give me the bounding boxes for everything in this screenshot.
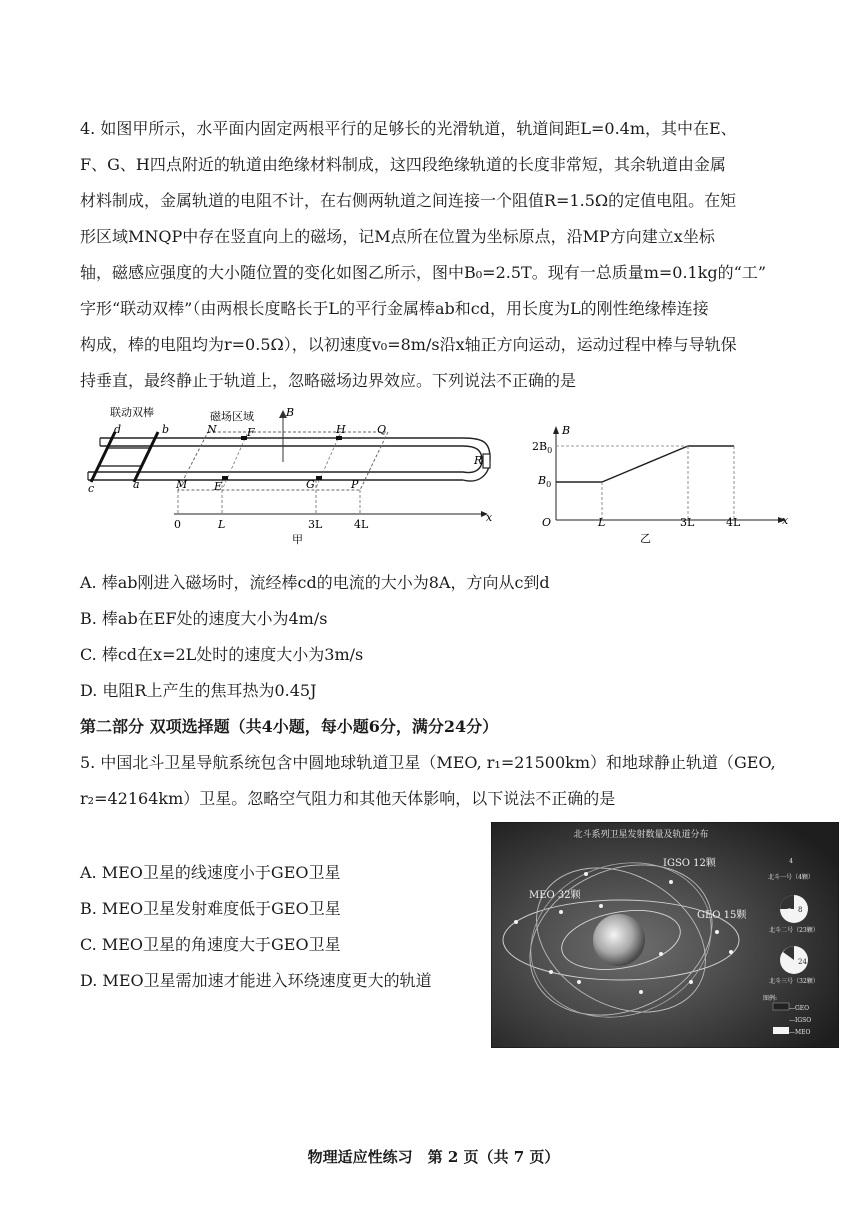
label-b: b [162, 423, 170, 436]
label-R: R [474, 454, 483, 467]
legend-meo: —MEO [789, 1029, 811, 1036]
caption-yi: 乙 [640, 532, 651, 545]
q5-option-b[interactable]: B. MEO卫星发射难度低于GEO卫星 [80, 899, 341, 918]
label-F: F [247, 426, 255, 439]
page-footer: 物理适应性练习 第 2 页（共 7 页） [307, 1148, 560, 1166]
q5-stem-line: 5. 中国北斗卫星导航系统包含中圆地球轨道卫星（MEO, r₁=21500km）和地球静止轨道（GEO, [80, 753, 776, 772]
earth-icon [593, 914, 645, 966]
label-bd1: 北斗一号（4颗） [768, 874, 814, 881]
label-geo: GEO 15颗 [697, 910, 747, 921]
tick-3L: 3L [308, 518, 323, 531]
legend-geo: —GEO [789, 1005, 810, 1012]
axis-label-B: B [562, 424, 571, 437]
caption-jia: 甲 [292, 533, 303, 546]
origin-O: O [542, 516, 552, 529]
label-meo: MEO 32颗 [529, 890, 581, 901]
label-E: E [214, 480, 223, 493]
q4-option-a[interactable]: A. 棒ab刚进入磁场时，流经棒cd的电流的大小为8A，方向从c到d [80, 573, 550, 592]
q4-stem-line: 轴，磁感应强度的大小随位置的变化如图乙所示，图中B₀=2.5T。现有一总质量m=0.1kg的“工” [80, 263, 767, 282]
legend-title: 图例: [763, 995, 778, 1002]
label-N: N [207, 423, 217, 436]
tick-0: 0 [174, 518, 181, 531]
label-bd3: 北斗三号（32颗） [769, 978, 819, 985]
pie-bd1-value: 4 [789, 858, 793, 865]
q5-option-d[interactable]: D. MEO卫星需加速才能进入环绕速度更大的轨道 [80, 971, 432, 990]
q4-stem-line: F、G、H四点附近的轨道由绝缘材料制成，这四段绝缘轨道的长度非常短，其余轨道由金属 [80, 155, 726, 174]
section-title: 第二部分 双项选择题（共4小题，每小题6分，满分24分） [80, 717, 499, 736]
q5-option-a[interactable]: A. MEO卫星的线速度小于GEO卫星 [80, 863, 341, 882]
label-Q: Q [377, 423, 387, 436]
tick-x-3L: 3L [680, 516, 695, 529]
pie-bd2-b: 8 [798, 906, 803, 914]
figure-jia [78, 402, 508, 547]
axis-label-x: x [782, 514, 789, 527]
figure-yi [528, 420, 793, 545]
label-G: G [306, 478, 315, 491]
q4-option-d[interactable]: D. 电阻R上产生的焦耳热为0.45J [80, 681, 317, 700]
tick-B0: $B_0$ [538, 474, 552, 489]
q4-stem-line: 构成，棒的电阻均为r=0.5Ω），以初速度v₀=8m/s沿x轴正方向运动，运动过程中棒与导轨保 [80, 335, 737, 354]
beidou-orbit-image [491, 822, 839, 1048]
label-M: M [176, 478, 188, 491]
label-x: x [486, 511, 493, 524]
label-H: H [336, 423, 346, 436]
b-x-curve [556, 446, 734, 482]
label-a: a [133, 478, 140, 491]
photo-title: 北斗系列卫星发射数量及轨道分布 [573, 830, 709, 840]
legend-igso: —IGSO [789, 1017, 812, 1024]
q4-stem-line: 形区域MNQP中存在竖直向上的磁场，记M点所在位置为坐标原点，沿MP方向建立x坐标 [80, 227, 715, 246]
q4-stem-line: 字形“联动双棒”（由两根长度略长于L的平行金属棒ab和cd，用长度为L的刚性绝缘棒连接 [80, 299, 709, 318]
q4-stem-line: 持垂直，最终静止于轨道上，忽略磁场边界效应。下列说法不正确的是 [80, 371, 577, 390]
label-field-region: 磁场区域 [210, 410, 254, 423]
label-P: P [351, 478, 359, 491]
resistor-r [483, 454, 490, 468]
tick-x-4L: 4L [726, 516, 741, 529]
pie-bd2-a: 7 [787, 908, 792, 916]
label-igso: IGSO 12颗 [663, 858, 716, 869]
label-d: d [114, 423, 122, 436]
tick-L: L [218, 518, 226, 531]
label-c: c [88, 482, 95, 495]
tick-2B0: $2B_0$ [532, 440, 553, 455]
q5-stem-line: r₂=42164km）卫星。忽略空气阻力和其他天体影响，以下说法不正确的是 [80, 789, 616, 808]
label-double-rod: 联动双棒 [110, 406, 154, 419]
q4-stem-line: 材料制成，金属轨道的电阻不计，在右侧两轨道之间连接一个阻值R=1.5Ω的定值电阻。在矩 [80, 191, 737, 210]
pie-bd3-value: 24 [798, 958, 807, 966]
tick-x-L: L [598, 516, 606, 529]
q4-option-b[interactable]: B. 棒ab在EF处的速度大小为4m/s [80, 609, 328, 628]
q4-stem-line: 4. 如图甲所示，水平面内固定两根平行的足够长的光滑轨道，轨道间距L=0.4m，其中在E、 [80, 119, 737, 138]
tick-4L: 4L [354, 518, 369, 531]
label-B: B [286, 406, 295, 419]
label-bd2: 北斗二号（23颗） [769, 927, 819, 934]
q4-option-c[interactable]: C. 棒cd在x=2L处时的速度大小为3m/s [80, 645, 364, 664]
q5-option-c[interactable]: C. MEO卫星的角速度大于GEO卫星 [80, 935, 341, 954]
